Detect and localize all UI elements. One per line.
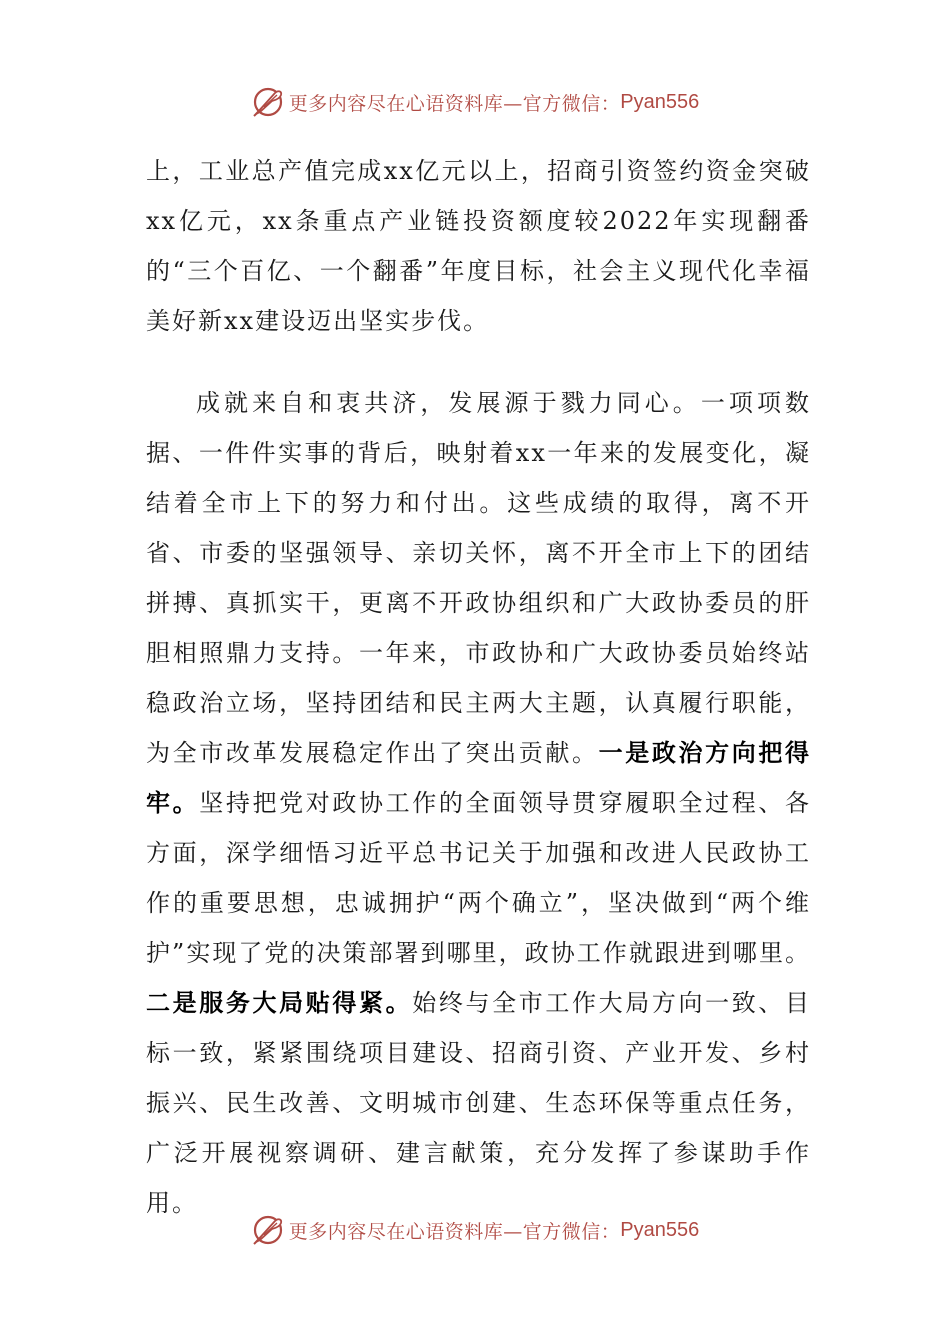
paragraph-2 [146, 378, 811, 1228]
banner-text: 更多内容尽在心语资料库—官方微信： [288, 92, 621, 115]
heading-serve-overall: 二是服务大局贴得紧。 [146, 989, 413, 1017]
banner-text: 更多内容尽在心语资料库—官方微信： [288, 1220, 621, 1243]
quill-logo-icon [251, 1213, 285, 1247]
header-banner [0, 80, 950, 124]
banner-wechat-id: Pyan556 [620, 1218, 700, 1241]
paragraph-2-text-c: 坚持把党对政协工作的全面领导贯穿履职全过程、各方面，深学细悟习近平总书记关于加强和改进人民政协工作的重要思想，忠诚拥护“两个确立”，坚决做到“两个维护”实现了党的决策部署到哪里，政协工作就跟进到哪里。 [146, 789, 811, 967]
paragraph-2-text-a: 成就来自和衷共济，发展源于戮力同心。一项项数据、一件件实事的背后，映射着xx一年来的发展变化，凝结着全市上下的努力和付出。这些成绩的取得，离不开省、市委的坚强领导、亲切关怀，离不开全市上下的团结拼搏、真抓实干，更离不开政协组织和广大政协委员的肝胆相照鼎力支持。一年来，市政协和广大政协委员始终站稳政治立场，坚持团结和民主两大主题，认真履行职能，为全市改革发展稳定作出了突出贡献。 [146, 389, 811, 767]
paragraph-1-text: 上，工业总产值完成xx亿元以上，招商引资签约资金突破xx亿元，xx条重点产业链投资额度较2022年实现翻番的“三个百亿、一个翻番”年度目标，社会主义现代化幸福美好新xx建设迈出坚实步伐。 [146, 157, 811, 335]
footer-banner [0, 1208, 950, 1252]
paragraph-1 [146, 146, 811, 346]
quill-logo-icon [251, 85, 285, 119]
paragraph-2-text-d: 始终与全市工作大局方向一致、目标一致，紧紧围绕项目建设、招商引资、产业开发、乡村振兴、民生改善、文明城市创建、生态环保等重点任务，广泛开展视察调研、建言献策，充分发挥了参谋助手作用。 [146, 989, 811, 1217]
document-body [146, 146, 811, 1228]
banner-wechat-id: Pyan556 [620, 90, 700, 113]
heading-political-direction: 一是政治方向把得牢。 [146, 739, 811, 817]
